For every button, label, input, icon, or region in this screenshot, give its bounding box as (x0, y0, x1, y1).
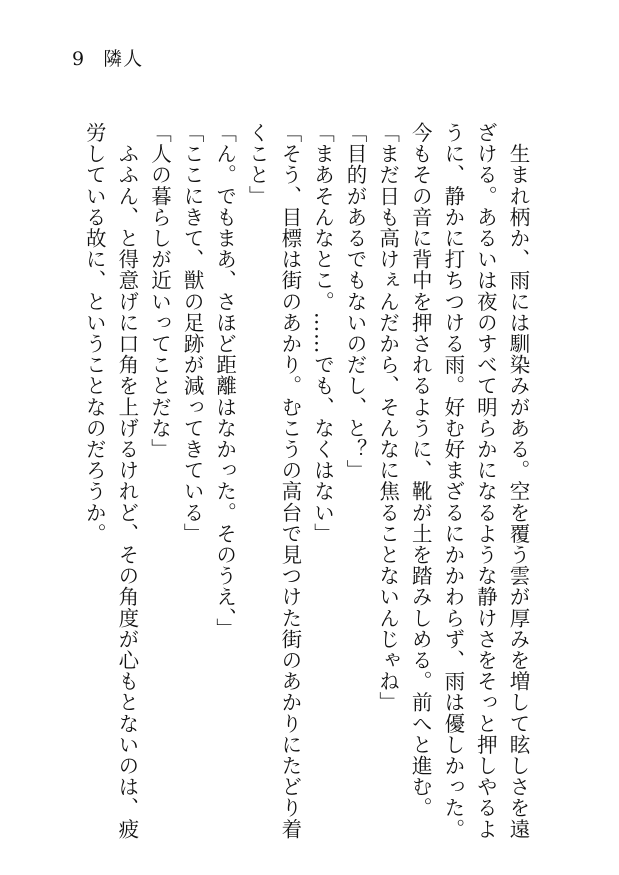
page-number: 9 (72, 48, 86, 70)
dialogue-line: 「人の暮らしが近いってことだな」 (147, 122, 172, 460)
dialogue-line: 「ここにきて、獣の足跡が減ってきている」 (180, 122, 205, 544)
dialogue-line: 「まだ日も高けぇんだから、そんなに焦ることないんじゃね」 (375, 122, 400, 713)
dialogue-line: 「そう、目標は街のあかり。むこうの高台で見つけた街のあかりにたどり着 (277, 122, 302, 840)
text-line: ふふん、と得意げに口角を上げるけれど、その角度が心もとないのは、疲 (114, 122, 139, 840)
text-line: 今もその音に背中を押されるように、靴が土を踏みしめる。前へと進む。 (408, 122, 433, 819)
dialogue-line: 「ん。でもまあ、さほど距離はなかった。そのうえ、」 (212, 122, 237, 640)
page-header (72, 44, 143, 71)
text-line: 生まれ柄か、雨には馴染みがある。空を覆う雲が厚みを増して眩しさを遠 (506, 122, 530, 840)
text-line: うに、静かに打ちつける雨。好む好まざるにかかわらず、雨は優しかった。 (440, 122, 465, 840)
dialogue-line: 「まあそんなとこ。……でも、なくはない」 (310, 122, 335, 544)
dialogue-line-continuation: くこと」 (245, 122, 270, 207)
text-line: 労している故に、ということなのだろうか。 (82, 122, 107, 544)
text-line: ざける。あるいは夜のすべて明らかになるような静けさをそっと押しやるよ (473, 122, 498, 840)
chapter-title: 隣人 (103, 48, 144, 70)
vertical-body-text (78, 122, 534, 842)
dialogue-line: 「目的があるでもないのだし、と？」 (343, 122, 368, 481)
